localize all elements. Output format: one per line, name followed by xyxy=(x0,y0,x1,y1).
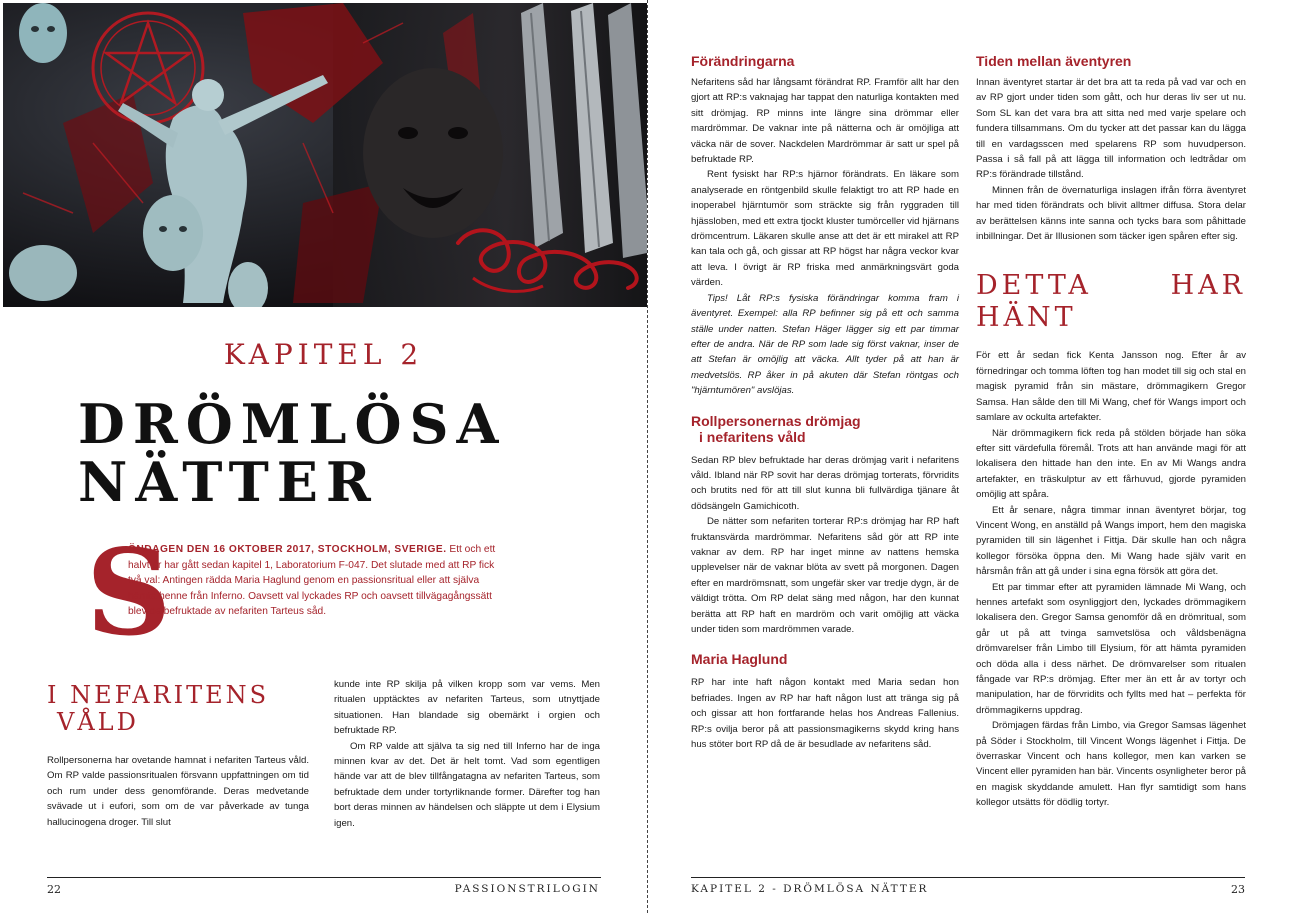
paragraph: Rollpersonerna har ovetande hamnat i nefariten Tarteus våld. Om RP valde passionsritualen försvann uppfattningen om tid och rum under dess genomförande. Deras medvetande svävade ut i eufori, som om de var påverkade av tunga hallucinogena droger. Till slut xyxy=(47,755,309,828)
heading-dromjag-line2: i nefaritens våld xyxy=(699,428,806,445)
paragraph: Innan äventyret startar är det bra att ta reda på vad var och en av RP gjort under tiden som gått, och hur deras liv ser ut nu. Som SL kan det vara bra att sitta ned med varje spelare och fundera tillsammans. Om du tycker att det passar kan du lägga till en vardagsscen med spelarens RP som huvudperson. Passa i så fall på att lägga till information och ledtrådar om RP:s förändrade tillstånd. xyxy=(976,77,1246,181)
paragraph: När drömmagikern fick reda på stölden började han söka efter sitt värdefulla föremål. Trots att han använde magi för att lokalisera den hittade han den inte. En av Mi Wangs andra artefakter, en träskulptur av ett fårhuvud, gjorde pyramiden omöjlig att spåra. xyxy=(976,427,1246,501)
right-page xyxy=(648,0,1290,913)
right-column-1 xyxy=(691,53,959,752)
paragraph: RP har inte haft någon kontakt med Maria sedan hon befriades. Ingen av RP har haft någon lust att tränga sig på och gissar att hon fortfarande helas hos Andreas Fallenius. RP:s ovilja beror på att passionsmagikerns skydd kring hans hus stöter bort RP då de är besudlade av nefaritens såd. xyxy=(691,677,959,751)
heading-maria-haglund: Maria Haglund xyxy=(691,651,788,668)
chapter-title xyxy=(78,392,507,514)
heading-forandringarna: Förändringarna xyxy=(691,53,795,69)
illustration-svg xyxy=(3,3,647,307)
heading-nefaritens-line2: VÅLD xyxy=(57,708,139,736)
footer-rule xyxy=(691,877,1245,878)
chapter-title-line1: DRÖMLÖSA xyxy=(78,392,507,456)
running-head: PASSIONSTRILOGIN xyxy=(454,883,600,895)
left-column-2 xyxy=(334,677,600,831)
page-number: 23 xyxy=(1231,883,1245,896)
chapter-title-line2: NÄTTER xyxy=(78,450,379,514)
paragraph: Rent fysiskt har RP:s hjärnor förändrats. En läkare som analyserade en röntgenbild skulle felaktigt tro att RP hade en inoperabel hjärntumör som sträckte sig från ryggraden till hjässloben, med ett extra tjockt kluster tumörceller vid hjärnans drömcentrum. Läkaren skulle anse att det är ett mirakel att RP kan tala och gå, och gissar att RP högst har några veckor kvar att leva. I övrigt är RP friska med anmärkningsvärt goda värden. xyxy=(691,169,959,289)
running-head: KAPITEL 2 - DRÖMLÖSA NÄTTER xyxy=(691,883,929,895)
paragraph: Ett år senare, några timmar innan äventyret börjar, tog Vincent Wong, en anställd på Wangs import, hem den magiska pyramiden till sin lägenhet i Fittja. Där skulle han och några kollegor försöka öppna den. Mi Wang hade själv varit en hårsmån från att gå under i sina egna försök att göra det. xyxy=(976,504,1246,578)
paragraph: Om RP valde att själva ta sig ned till Inferno har de inga minnen kvar av det. Det är helt tomt. Vad som egentligen hände var att de blev tillfångatagna av nefariten Tarteus, som befruktade dem under tortyrliknande former. Därefter tog han bort deras minnen av händelsen och släppte ut dem i Elysium igen. xyxy=(334,740,600,829)
heading-dromjag xyxy=(691,413,959,445)
occult-ritual-illustration-icon xyxy=(3,3,647,307)
paragraph: Ett par timmar efter att pyramiden lämnade Mi Wang, och hennes artefakt som osynliggjort den, lyckades drömmagikern lokalisera den. Gregor Samsa genomför då en drömritual, som går ut på att tvinga samvetslösa och våldsbenägna drömvarelser från Limbo till Elysium, för att hämta pyramiden och döda alla i dess närhet. De drömvarelser som ritualen fångade var RP:s drömjag. Efter mer än ett år av tortyr och manipulation, har de förvridits och fyllts med hat – perfekta för drömmagikerns uppdrag. xyxy=(976,581,1246,716)
intro-caps: ÖNDAGEN DEN 16 OKTOBER 2017, STOCKHOLM, SVERIGE. xyxy=(128,544,447,555)
footer-rule xyxy=(47,877,601,878)
paragraph: Nefaritens såd har långsamt förändrat RP. Framför allt har den gjort att RP:s vaknajag har tappat den naturliga kontakten med sitt drömjag. RP minns inte längre sina drömmar eller mardrömmar. De vaknar inte på nätterna och är omöjliga att väcka när de sover. Nackdelen Mardrömmar är satt ur spel på befruktade RP. xyxy=(691,77,959,166)
heading-dromjag-line1: Rollpersonernas drömjag xyxy=(691,412,861,429)
intro-paragraph xyxy=(128,542,503,620)
paragraph: Sedan RP blev befruktade har deras drömjag varit i nefaritens våld. Ibland när RP sovit har deras drömjag torterats, förvridits och brutits ned för att till slut kunna bli fullvärdiga tjänare åt dödsängeln Gamichicoth. xyxy=(691,454,959,512)
heading-nefaritens-line1: I NEFARITENS xyxy=(47,681,270,709)
drop-cap: S xyxy=(86,523,172,662)
heading-nefaritens-vald xyxy=(47,682,307,736)
left-column-1 xyxy=(47,753,309,830)
paragraph: Minnen från de övernaturliga inslagen ifrån förra äventyret har med tiden förändrats och blivit alltmer diffusa. Stora delar av berättelsen känns inte sanna och tycks bara som påhittade inbillningar. Det är Illusionen som täcker igen spåren efter sig. xyxy=(976,184,1246,243)
paragraph: kunde inte RP skilja på vilken kropp som var vems. Men ritualen upptäcktes av nefariten Tarteus, som utnyttjade situationen. Han blandade sig obemärkt i orgien och befruktade RP. xyxy=(334,679,600,737)
tips-paragraph: Tips! Låt RP:s fysiska förändringar komma fram i äventyret. Exempel: alla RP befinner sig på ett och samma ställe under natten. Stefan Häger lägger sig ett par timmar efter de andra. När de RP som lade sig först vaknar, inser de att Stefan är omöjlig att väcka. Allt tyder på att han är medvetslös. RP åker in på akuten där Stefan röntgas och "hjärntumören" avslöjas. xyxy=(691,292,959,397)
heading-tiden: Tiden mellan äventyren xyxy=(976,53,1132,69)
right-column-2 xyxy=(976,53,1246,811)
paragraph: För ett år sedan fick Kenta Jansson nog. Efter år av förnedringar och tomma löften tog han modet till sig och stal en magisk pyramid från sin mästare, drömmagikern Gregor Samsa. Han sålde den till Mi Wang, chef för Wangs import och samlare av ockulta artefakter. xyxy=(976,350,1246,424)
paragraph: De nätter som nefariten torterar RP:s drömjag har RP haft fruktansvärda mardrömmar. Nefaritens såd gör att RP inte vaknar av dem. RP har inget minne av nattens hemska upplevelser när de vaknar blöta av svett på morgonen. Dagen efter en mardrömsnatt, som ungefär sker var tredje dygn, är de väldigt trötta. Om RP delat säng med någon, har den kunnat berätta att RP haft en mardröm och varit omöjlig att väcka under tiden som mardrömmen varade. xyxy=(691,516,959,635)
intro-text: Ett och ett halvt år har gått sedan kapitel 1, Laboratorium F-047. Det slutade med att RP fick två val: Antingen rädda Maria Haglund genom en passionsritual eller att själva hämta henne från Inferno. Oavsett val lyckades RP och oavsett tillvägagångssätt blev de befruktade av nefariten Tarteus såd. xyxy=(128,544,496,617)
heading-detta-har-hant: DETTA HAR HÄNT xyxy=(976,270,1246,334)
chapter-kicker: KAPITEL 2 xyxy=(223,338,424,371)
page-number: 22 xyxy=(47,883,61,896)
paragraph: Drömjagen färdas från Limbo, via Gregor Samsas lägenhet på Söder i Stockholm, till Vincent Wongs lägenhet i Fittja. De överraskar Vincent och hans kollegor, men kan varken se Vincent eller pyramiden han bär. Vincents osynligheter beror på en magisk skyddande amulett. Han flyr samtidigt som hans kollegor utsätts för dödlig tortyr. xyxy=(976,720,1246,809)
